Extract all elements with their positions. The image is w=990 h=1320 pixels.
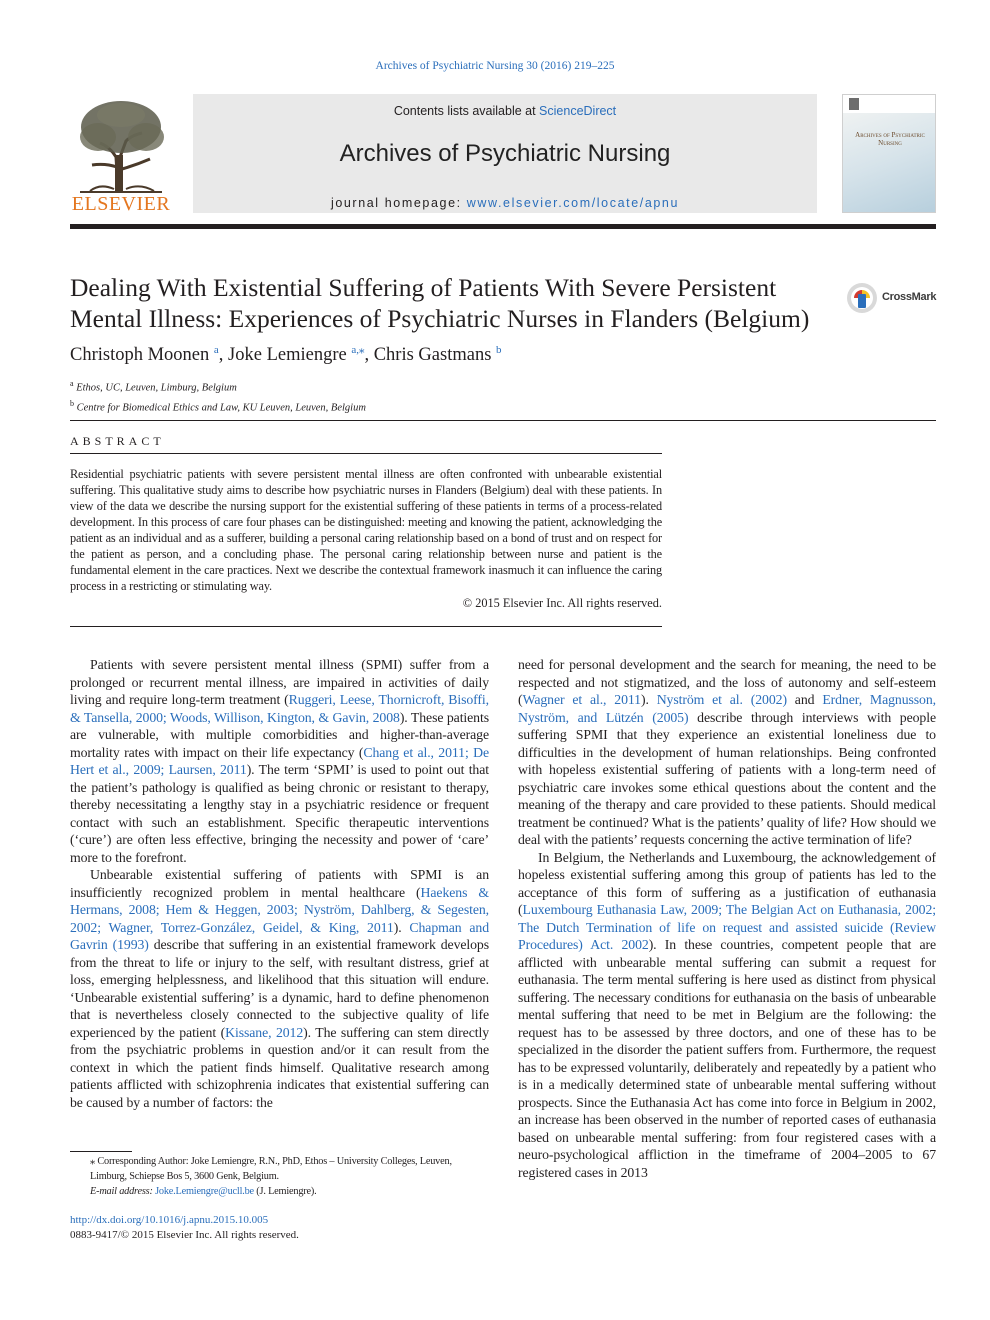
author-list: Christoph Moonen $^a$, Joke Lemiengre $^{a,⁎}$, Chris Gastmans $^b$ [70,344,502,366]
email-label: E-mail address: [90,1186,156,1197]
body-paragraph: In Belgium, the Netherlands and Luxembourg, the acknowledgement of hopeless existential suffering among this group of patients has led to the acceptance of this form of suffering as a justification of euthanasia (Luxembourg Euthanasia Law, 2009; The Belgian Act on Euthanasia, 2002; The Dutch Termination of life on request and assisted suicide (Review Procedures) Act. 2002). In these countries, competent people that are afflicted with unbearable mental suffering can submit a request for euthanasia. The term mental suffering is here used as distinct from physical suffering. The necessary conditions for euthanasia on the basis of unbearable mental suffering that need to be met in Belgium are the following: the request has to be assessed by three doctors, and one of these has to be specialized in the disorder the patient suffers from. Furthermore, the request has to be expressed voluntarily, deliberately and repeatedly by a patient who is in a medically determined state of unbearable mental suffering without prospects. Since the Euthanasia Act has come into force in Belgium in 2002, an increase has been observed in the number of reported cases of euthanasia based on unbearable mental suffering: from four registered cases with a neuro-psychological affliction in the timeframe of 2004–2005 to 67 registered cases in 2013 [518,849,936,1180]
author-affiliation-link[interactable]: b [496,344,502,356]
author-name: Chris Gastmans [373,345,492,366]
doi-text[interactable]: http://dx.doi.org/10.1016/j.apnu.2015.10.005 [70,1214,269,1226]
cover-title: Archives of Psychiatric Nursing [855,131,925,147]
contents-prefix: Contents lists available at [393,104,540,118]
footnote-email-line [70,1184,489,1199]
journal-citation-link[interactable] [0,60,990,72]
homepage-url-link[interactable]: www.elsevier.com/locate/apnu [466,196,680,210]
issn-line: 0883-9417/© 2015 Elsevier Inc. All rights reserved. [70,1229,299,1241]
footnote-text: Corresponding Author: Joke Lemiengre, R.N., PhD, Ethos – University Colleges, Leuven, Limburg, Schiepse Bos 5, 3600 Genk, Belgium. [90,1156,452,1182]
citation-link[interactable]: Haekens & Hermans, 2008; Hem & Heggen, 2003; Nyström, Dahlberg, & Segesten, 2002; Wagner, Torrez-González, Geidel, & King, 2011 [70,884,489,935]
affiliation-label: a [70,379,74,388]
citation-link[interactable]: Erdner, Magnusson, Nyström, and Lützén (2005) [518,692,936,725]
journal-citation-text[interactable]: Archives of Psychiatric Nursing 30 (2016) 219–225 [375,60,615,72]
doi-link[interactable] [70,1214,268,1226]
elsevier-wordmark: ELSEVIER [71,193,171,215]
author-name: Joke Lemiengre [228,345,347,366]
citation-link[interactable]: Luxembourg Euthanasia Law, 2009; The Belgian Act on Euthanasia, 2002; The Dutch Termination of life on request and assisted suicide (Review Procedures) Act. 2002 [518,902,936,952]
citation-link[interactable]: Nyström et al. (2002) [656,692,787,707]
body-paragraph: need for personal development and the search for meaning, the need to be respected and not stigmatized, and the loss of autonomy and self-esteem (Wagner et al., 2011). Nyström et al. (2002) and Erdner, Magnusson, Nyström, and Lützén (2005) describe through interviews with people suffering SPMI that they experience an existential loneliness due to difficulties in the development of human relationships. Being confronted with hopeless existential suffering of patients with a long-term need of psychiatric care invokes some ethical questions about the content and the meaning of the therapy and care provided to these patients. Should medical treatment be continued? What is the patients’ quality of life? How should we deal with the patients’ requests concerning the active termination of life? [518,657,936,847]
author-name: Christoph Moonen [70,345,210,366]
abstract-heading: ABSTRACT [70,434,165,448]
body-column-right [518,656,936,1201]
contents-available-line [193,104,817,118]
cover-publisher-mark [849,98,859,110]
citation-link[interactable]: Wagner et al., 2011 [522,692,641,707]
affiliation-list [70,376,366,415]
author-affiliation-link[interactable]: a,⁎ [351,344,365,356]
abstract-heading-divider [70,453,662,454]
author-affiliation-link[interactable]: a [213,344,219,356]
email-link[interactable]: Joke.Lemiengre@ucll.be [155,1186,254,1197]
journal-cover-thumbnail[interactable] [842,94,936,213]
abstract-bottom-divider [70,626,662,627]
journal-homepage-line [193,196,817,210]
affiliation-label: b [70,398,74,408]
citation-link[interactable]: Chapman and Gavrin (1993) [70,919,489,952]
citation-link[interactable]: Kissane, 2012 [225,1024,304,1040]
body-paragraph: Unbearable existential suffering of patients with SPMI is an insufficiently recognized problem in mental healthcare (Haekens & Hermans, 2008; Hem & Heggen, 2003; Nyström, Dahlberg, & Segesten, 2002; Wagner, Torrez-González, Geidel, & King, 2011). Chapman and Gavrin (1993) describe that suffering in an existential framework develops from the threat to life or injury to the self, with resultant distress, grief at loss, emerging helplessness, and likelihood that this situation will endure. ‘Unbearable existential suffering’ is a dynamic, hard to define phenomenon that is nevertheless closely connected to the subjective quality of life experienced by the patient (Kissane, 2012). The suffering can stem directly from the psychiatric problems in question and/or it can result from the context in which the patient finds himself. Qualitative research among patients afflicted with schizophrenia indicates that existential suffering can be caused by a number of factors: the [70,867,489,1110]
affiliation-text: Centre for Biomedical Ethics and Law, KU Leuven, Leuven, Belgium [76,402,366,413]
footnote-marker: ⁎ [90,1156,95,1167]
citation-link[interactable]: Ruggeri, Leese, Thornicroft, Bisoffi, & Tansella, 2000; Woods, Willison, Kington, & Gavin, 2008 [70,692,489,725]
journal-title: Archives of Psychiatric Nursing [339,140,671,167]
abstract-top-divider [70,420,936,421]
footnote-corresponding [70,1154,489,1184]
crossmark-badge[interactable] [846,282,946,316]
corresponding-author-footnote [70,1154,489,1199]
header-divider [70,224,936,229]
copyright-notice: © 2015 Elsevier Inc. All rights reserved. [462,596,662,610]
body-column-left [70,656,489,1131]
sciencedirect-link[interactable]: ScienceDirect [539,104,617,118]
affiliation-text: Ethos, UC, Leuven, Limburg, Belgium [76,382,237,394]
body-paragraph: Patients with severe persistent mental illness (SPMI) suffer from a prolonged or recurrent mental illness, are impaired in activities of daily living and require long-term treatment (Ruggeri, Leese, Thornicroft, Bisoffi, & Tansella, 2000; Woods, Willison, Kington, & Gavin, 2008). These patients are vulnerable, with multiple comorbidities and higher-than-average mortality rates with impact on their life expectancy (Chang et al., 2011; De Hert et al., 2009; Laursen, 2011). The term ‘SPMI’ is used to point out that the patient’s pathology is qualified as being chronic or resistant to therapy, thereby necessitating a lengthy stay in a psychiatric residence or frequent contact with such an establishment. Specific therapeutic interventions (‘cure’) are often less effective, bringing the necessity and power of ‘care’ more to the forefront. [70,657,489,865]
affiliation-item [70,376,366,396]
crossmark-label: CrossMark [882,291,937,303]
abstract-body: Residential psychiatric patients with severe persistent mental illness are often confronted with unbearable existential suffering. This qualitative study aims to describe how psychiatric nurses in Flanders (Belgium) deal with these patients. In view of the data we describe the nursing support for the existential suffering of these patients in terms of a process-related development. In this process of care four phases can be distinguished: meeting and knowing the patient, acknowledging the patient as an individual and as a sufferer, building a personal caring relationship based on a bond of trust and on respect for the patient as person, and a concluding phase. The personal caring relationship between nurse and patient is the fundamental element in the care practices. Next we describe the contextual framework inasmuch it can influence the caring process in a restricting or stimulating way. [70,467,662,593]
affiliation-item [70,396,366,416]
crossmark-icon [846,282,878,314]
citation-link[interactable]: Chang et al., 2011; De Hert et al., 2009; Laursen, 2011 [70,744,489,777]
article-title: Dealing With Existential Suffering of Patients With Severe Persistent Mental Illness: Experiences of Psychiatric Nurses in Flanders (Belgium) [70,273,810,333]
footnote-divider [70,1151,132,1152]
email-suffix: (J. Lemiengre). [253,1186,317,1197]
homepage-prefix: journal homepage: [330,196,467,210]
